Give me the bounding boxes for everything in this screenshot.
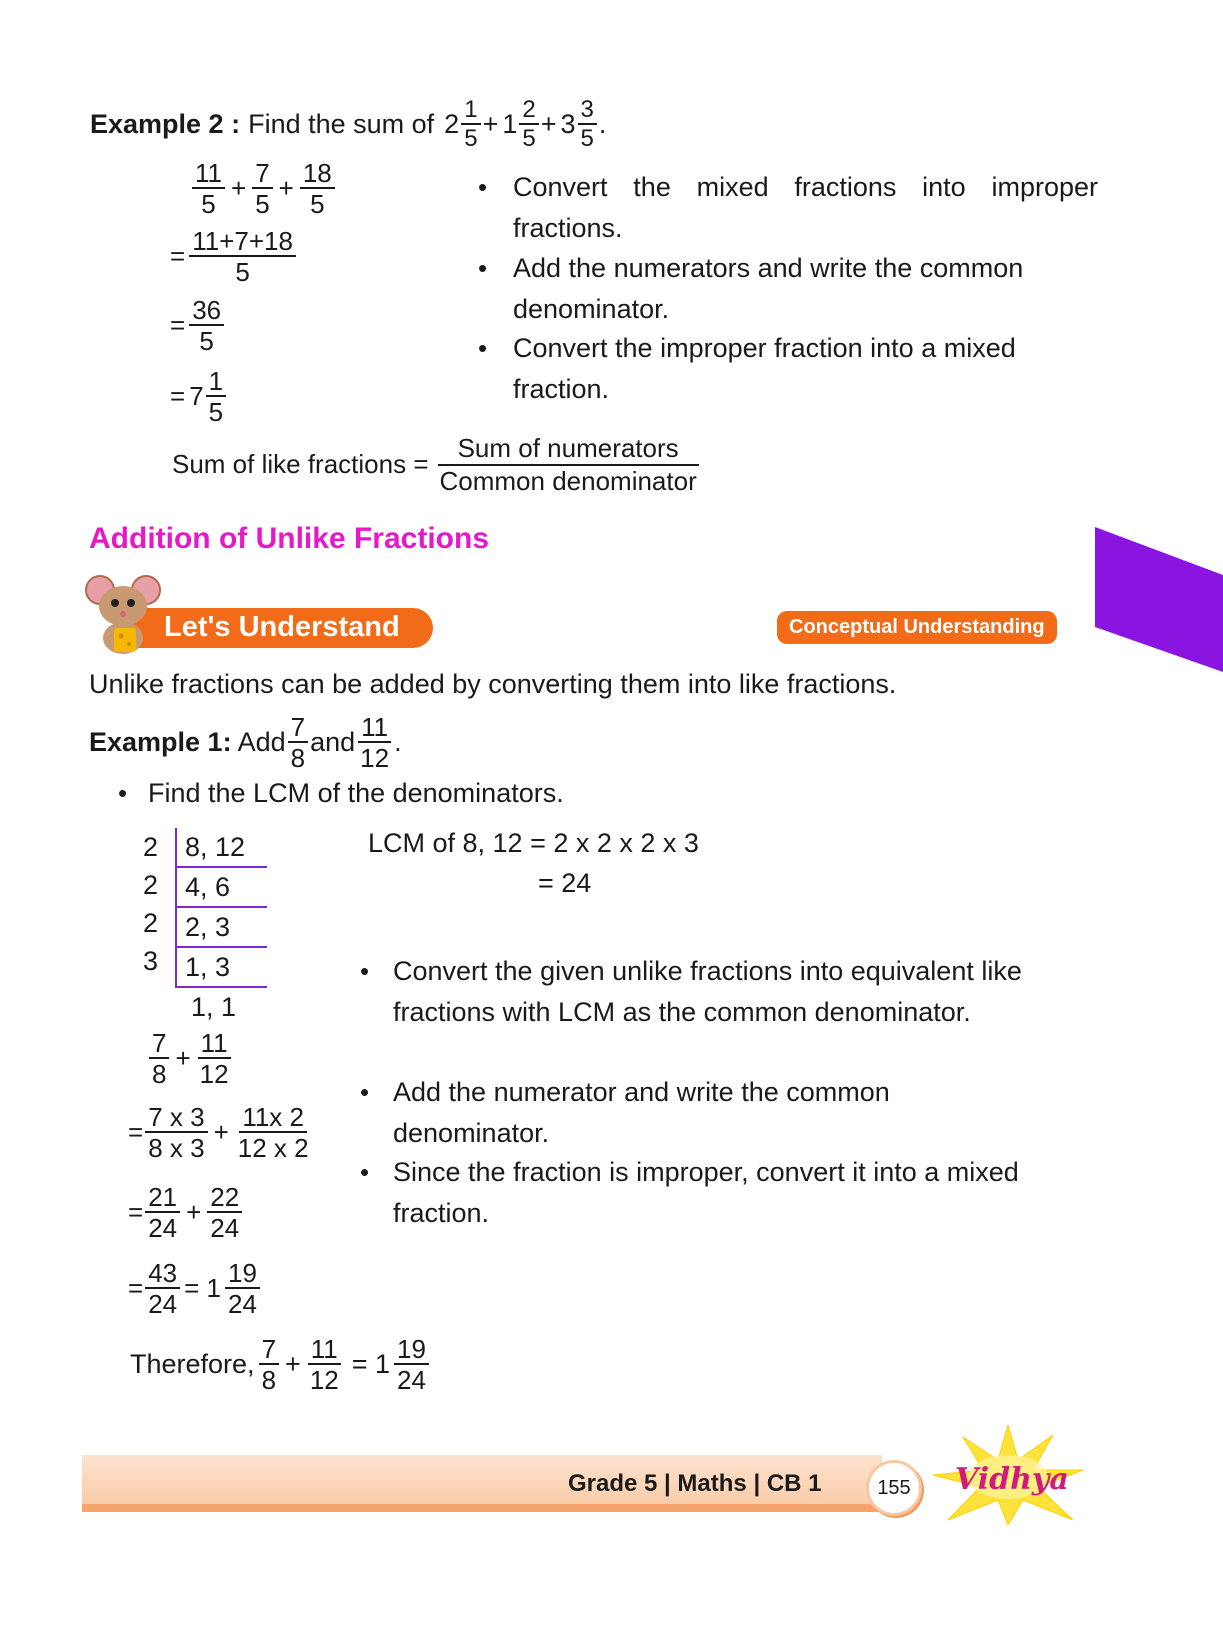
- list-item: • Find the LCM of the denominators.: [118, 778, 564, 808]
- fraction: $\frac{11}{12}$: [357, 714, 392, 771]
- example2-expression: 2 $\frac{1}{5}$ + 1 $\frac{2}{5}$ + 3 $\frac{3}{5}$ .: [444, 96, 607, 152]
- fraction: $\frac{2}{5}$: [519, 98, 538, 151]
- lcm-line1: LCM of 8, 12 = 2 x 2 x 2 x 3: [368, 828, 699, 858]
- dividends-column: 8, 12 4, 6 2, 3 1, 3: [175, 828, 267, 988]
- example2-step4: = 7 $\frac{1}{5}$: [170, 368, 228, 425]
- fraction: $\frac{22}{24}$: [207, 1184, 242, 1241]
- fraction: $\frac{11x 2}{12 x 2}$: [237, 1102, 309, 1163]
- fraction: $\frac{11}{12}$: [307, 1336, 342, 1393]
- divisors-column: 2 2 2 3: [143, 831, 159, 976]
- intro-text: Unlike fractions can be added by converting them into like fractions.: [89, 669, 897, 699]
- list-item: • Add the numerator and write the common denominator.: [360, 1077, 890, 1148]
- rule-label: Sum of like fractions =: [172, 449, 429, 479]
- fraction: $\frac{19}{24}$: [225, 1260, 260, 1317]
- example2-label: Example 2 :: [90, 109, 241, 140]
- list-item: • Convert the mixed fractions into improper fractions.: [478, 172, 1098, 243]
- page-number: 155: [866, 1460, 922, 1516]
- fraction: $\frac{36}{5}$: [189, 297, 224, 354]
- fraction: $\frac{18}{5}$: [300, 160, 335, 217]
- example2-step2: = $\frac{11+7+18}{5}$: [170, 228, 298, 285]
- therefore-line: Therefore, $\frac{7}{8}$ + $\frac{11}{12}$ = 1 $\frac{19}{24}$: [130, 1336, 431, 1393]
- lets-understand-banner: [118, 608, 433, 648]
- rule-fraction: $\frac{\text{Sum of numerators}}{\text{Common denominator}}$: [439, 433, 697, 496]
- division-ladder: [143, 828, 267, 1026]
- logo-text: Vidhya: [955, 1462, 1069, 1497]
- footer-band-edge: [82, 1504, 882, 1512]
- fraction: $\frac{11}{5}$: [192, 160, 225, 217]
- example2-text: Find the sum of: [248, 109, 435, 140]
- section-title: Addition of Unlike Fractions: [89, 522, 490, 555]
- fraction: $\frac{7}{8}$: [259, 1336, 279, 1393]
- list-item: • Convert the improper fraction into a mixed fraction.: [478, 333, 1016, 404]
- fraction: $\frac{19}{24}$: [394, 1336, 429, 1393]
- list-item: • Add the numerators and write the common denominator.: [478, 253, 1024, 324]
- fraction: $\frac{11+7+18}{5}$: [189, 228, 296, 285]
- lets-understand-label: Let's Understand: [164, 611, 400, 643]
- fraction: $\frac{1}{5}$: [206, 368, 226, 425]
- fraction: $\frac{1}{5}$: [461, 98, 480, 151]
- fraction: $\frac{7}{5}$: [252, 160, 272, 217]
- footer-text: Grade 5 | Maths | CB 1: [568, 1470, 822, 1497]
- fraction: $\frac{43}{24}$: [145, 1260, 180, 1317]
- lcm-line2: = 24: [538, 868, 592, 898]
- conceptual-understanding-badge: Conceptual Understanding: [777, 611, 1057, 644]
- fraction: $\frac{21}{24}$: [145, 1184, 180, 1241]
- example1-label: Example 1:: [89, 727, 232, 758]
- fraction: $\frac{7 x 3}{8 x 3}$: [145, 1104, 207, 1161]
- example2-heading: [90, 98, 606, 151]
- work-step1: $\frac{7}{8}$ + $\frac{11}{12}$: [147, 1030, 234, 1087]
- fraction: $\frac{11}{12}$: [197, 1030, 232, 1087]
- list-item: • Since the fraction is improper, convert it into a mixed fraction.: [360, 1157, 1019, 1228]
- example2-step1: $\frac{11}{5}$ + $\frac{7}{5}$ + $\frac{18}{5}$: [190, 160, 337, 217]
- work-step2: = $\frac{7 x 3}{8 x 3}$ + $\frac{11x 2}{12 x 2}$: [128, 1104, 314, 1161]
- fraction: $\frac{7}{8}$: [149, 1030, 169, 1087]
- fraction: $\frac{3}{5}$: [578, 98, 597, 151]
- example2-step3: = $\frac{36}{5}$: [170, 297, 226, 354]
- work-step3: = $\frac{21}{24}$ + $\frac{22}{24}$: [128, 1184, 244, 1241]
- like-fractions-rule: [172, 435, 702, 494]
- mouse-mascot-icon: [84, 570, 164, 656]
- work-step4: = $\frac{43}{24}$ = 1 $\frac{19}{24}$: [128, 1260, 262, 1317]
- list-item: • Convert the given unlike fractions into equivalent like fractions with LCM as the common denominator.: [360, 956, 1022, 1027]
- example1-heading: Example 1: Add $\frac{7}{8}$ and $\frac{11}{12}$ .: [89, 712, 402, 773]
- side-tab: [1095, 527, 1223, 672]
- fraction: $\frac{7}{8}$: [288, 714, 308, 771]
- division-final: 1, 1: [191, 991, 237, 1022]
